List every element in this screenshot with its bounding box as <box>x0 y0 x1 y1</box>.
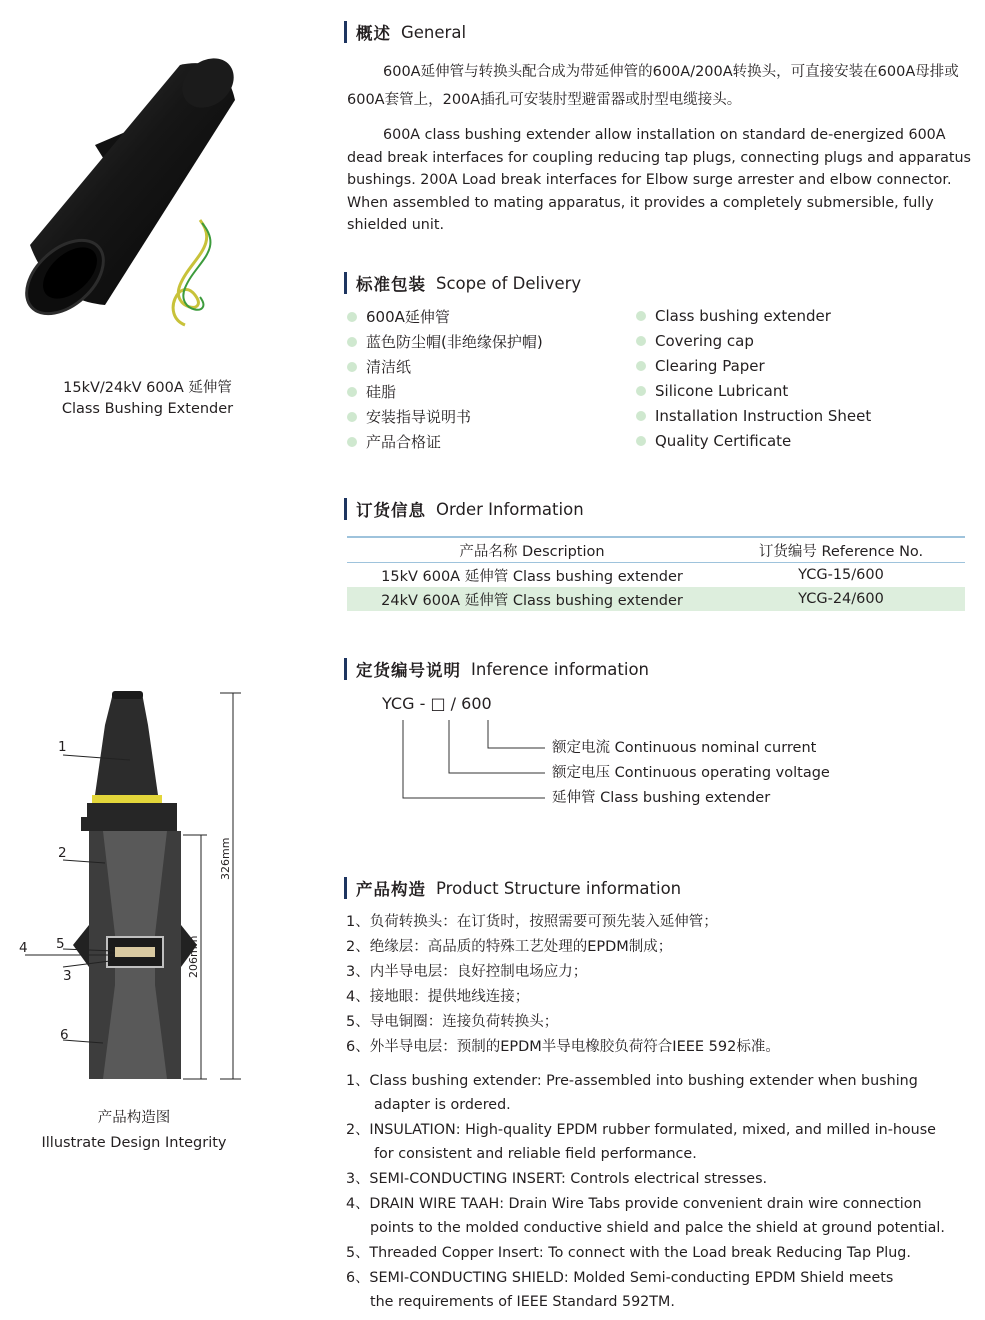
list-item <box>346 1070 976 1118</box>
order-table <box>347 536 965 611</box>
bullet-dot <box>347 312 357 322</box>
bullet-dot <box>347 337 357 347</box>
list-item: 6、外半导电层：预制的EPDM半导电橡胶负荷符合IEEE 592标准。 <box>346 1039 780 1055</box>
list-item <box>347 329 543 354</box>
diagram-caption-cn: 产品构造图 <box>97 1110 171 1126</box>
table-row <box>347 587 965 611</box>
bullet-dot <box>636 436 646 446</box>
bullet-dot <box>636 386 646 396</box>
general-paragraph-en: 600A class bushing extender allow installation on standard de-energized 600A dead break interfaces for coupling reducing tap plugs, connecting plugs and apparatus bushings. 200A Load break interfaces for Elbow surge arrester and elbow connector. When assembled to mating apparatus, it provides a completely submersible, fully shielded unit. <box>347 127 972 234</box>
product-photo-caption <box>30 378 265 420</box>
list-item-line: the requirements of IEEE Standard 592TM. <box>370 1294 675 1311</box>
diagram-caption <box>20 1108 248 1154</box>
list-item-label: Installation Instruction Sheet <box>655 406 872 425</box>
inference-title-en: Inference information <box>471 659 650 679</box>
list-item-label: Covering cap <box>655 331 754 350</box>
structure-diagram <box>15 685 265 1085</box>
list-item: 2、绝缘层：高品质的特殊工艺处理的EPDM制成； <box>346 939 673 955</box>
diagram-label-2: 2 <box>58 845 67 861</box>
inference-title-cn: 定货编号说明 <box>356 661 461 680</box>
diagram-label-6: 6 <box>60 1027 69 1043</box>
table-row <box>347 563 965 588</box>
list-item <box>346 1242 976 1266</box>
list-item: 1、负荷转换头：在订货时，按照需要可预先装入延伸管； <box>346 914 718 930</box>
list-item-line: 1、Class bushing extender: Pre-assembled into bushing extender when bushing <box>346 1073 918 1089</box>
caption-line-1: 15kV/24kV 600A 延伸管 <box>63 380 232 396</box>
diagram-label-3: 3 <box>63 968 72 984</box>
list-item-label: 蓝色防尘帽(非绝缘保护帽) <box>366 333 543 351</box>
inference-heading <box>344 657 649 681</box>
list-item <box>636 378 871 403</box>
label-extender: 延伸管 Class bushing extender <box>552 790 771 806</box>
bullet-dot <box>636 411 646 421</box>
diagram-label-1: 1 <box>58 739 67 755</box>
row-desc: 24kV 600A 延伸管 Class bushing extender <box>381 592 683 609</box>
list-item-label: 安装指导说明书 <box>366 408 472 426</box>
list-item <box>636 328 871 353</box>
delivery-list-en <box>636 303 871 453</box>
list-item-line: 6、SEMI-CONDUCTING SHIELD: Molded Semi-conducting EPDM Shield meets <box>346 1270 894 1287</box>
list-item-label: 600A延伸管 <box>366 308 450 326</box>
structure-title-en: Product Structure information <box>436 878 682 898</box>
list-item <box>347 404 543 429</box>
bullet-dot <box>347 412 357 422</box>
list-item-label: 清洁纸 <box>366 358 412 376</box>
code-pattern <box>382 694 492 713</box>
list-item <box>346 1168 976 1192</box>
list-item <box>347 429 543 454</box>
list-item-line: for consistent and reliable field performance. <box>374 1145 697 1162</box>
list-item <box>346 1193 976 1241</box>
order-title-cn: 订货信息 <box>356 501 426 520</box>
row-ref: YCG-24/600 <box>798 591 884 607</box>
list-item <box>636 353 871 378</box>
bullet-dot <box>636 336 646 346</box>
list-item-label: Silicone Lubricant <box>655 381 789 400</box>
caption-line-2: Class Bushing Extender <box>61 401 234 417</box>
list-item-line: 5、Threaded Copper Insert: To connect with the Load break Reducing Tap Plug. <box>346 1245 911 1262</box>
list-item-line: adapter is ordered. <box>374 1096 511 1113</box>
heading-bar <box>344 658 347 680</box>
list-item-label: Class bushing extender <box>655 306 831 325</box>
bushing-extender-photo <box>10 45 260 345</box>
structure-list-en <box>346 1070 976 1316</box>
list-item <box>347 379 543 404</box>
bullet-dot <box>347 362 357 372</box>
list-item-label: Clearing Paper <box>655 356 765 375</box>
heading-bar <box>344 21 347 43</box>
row-ref: YCG-15/600 <box>798 567 884 583</box>
diagram-label-5: 5 <box>56 936 65 952</box>
list-item-line: 4、DRAIN WIRE TAAH: Drain Wire Tabs provide convenient drain wire connection <box>346 1196 922 1213</box>
col-ref-header: 订货编号 Reference No. <box>758 543 924 560</box>
structure-heading <box>344 876 681 900</box>
bullet-dot <box>347 437 357 447</box>
delivery-heading <box>344 271 581 295</box>
list-item <box>347 354 543 379</box>
code-box: □ <box>430 694 446 713</box>
list-item-label: 硅脂 <box>366 383 397 401</box>
label-current: 额定电流 Continuous nominal current <box>552 740 817 756</box>
dimension-total: 326mm <box>219 837 232 880</box>
list-item <box>346 1267 976 1315</box>
delivery-title-en: Scope of Delivery <box>436 273 582 293</box>
list-item <box>636 303 871 328</box>
label-voltage: 额定电压 Continuous operating voltage <box>552 765 830 781</box>
list-item-line: 2、INSULATION: High-quality EPDM rubber formulated, mixed, and milled in-house <box>346 1121 936 1138</box>
heading-bar <box>344 877 347 899</box>
general-heading <box>344 20 466 44</box>
list-item <box>636 403 871 428</box>
general-title-en: General <box>401 22 467 42</box>
structure-list-cn <box>346 910 780 1060</box>
delivery-list-cn <box>347 304 543 454</box>
list-item: 5、导电铜圈：连接负荷转换头； <box>346 1014 559 1030</box>
diagram-label-4: 4 <box>19 940 28 956</box>
table-header-row <box>347 537 965 563</box>
list-item <box>636 428 871 453</box>
code-suffix: / 600 <box>450 694 492 713</box>
general-paragraph-cn: 600A延伸管与转换头配合成为带延伸管的600A/200A转换头，可直接安装在600A母排或600A套管上，200A插孔可安装肘型避雷器或肘型电缆接头。 <box>347 64 959 108</box>
structure-title-cn: 产品构造 <box>356 880 426 899</box>
code-connector-lines <box>380 716 580 806</box>
code-labels <box>552 736 830 811</box>
list-item <box>346 1119 976 1167</box>
list-item: 3、内半导电层：良好控制电场应力； <box>346 964 588 980</box>
list-item-label: 产品合格证 <box>366 433 442 451</box>
bullet-dot <box>636 361 646 371</box>
list-item-line: 3、SEMI-CONDUCTING INSERT: Controls electrical stresses. <box>346 1170 768 1187</box>
code-dash: - <box>419 694 426 713</box>
row-desc: 15kV 600A 延伸管 Class bushing extender <box>381 568 683 585</box>
bullet-dot <box>636 311 646 321</box>
code-prefix: YCG <box>382 694 415 713</box>
list-item <box>347 304 543 329</box>
heading-bar <box>344 272 347 294</box>
list-item: 4、接地眼：提供地线连接； <box>346 989 530 1005</box>
general-title-cn: 概述 <box>356 24 391 43</box>
diagram-caption-en: Illustrate Design Integrity <box>41 1135 227 1151</box>
list-item-line: points to the molded conductive shield and palce the shield at ground potential. <box>370 1219 945 1236</box>
bullet-dot <box>347 387 357 397</box>
delivery-title-cn: 标准包装 <box>356 275 426 294</box>
order-title-en: Order Information <box>436 499 584 519</box>
order-heading <box>344 497 584 521</box>
heading-bar <box>344 498 347 520</box>
col-desc-header: 产品名称 Description <box>459 543 605 560</box>
dimension-body: 206mm <box>187 935 200 978</box>
list-item-label: Quality Certificate <box>655 431 792 450</box>
